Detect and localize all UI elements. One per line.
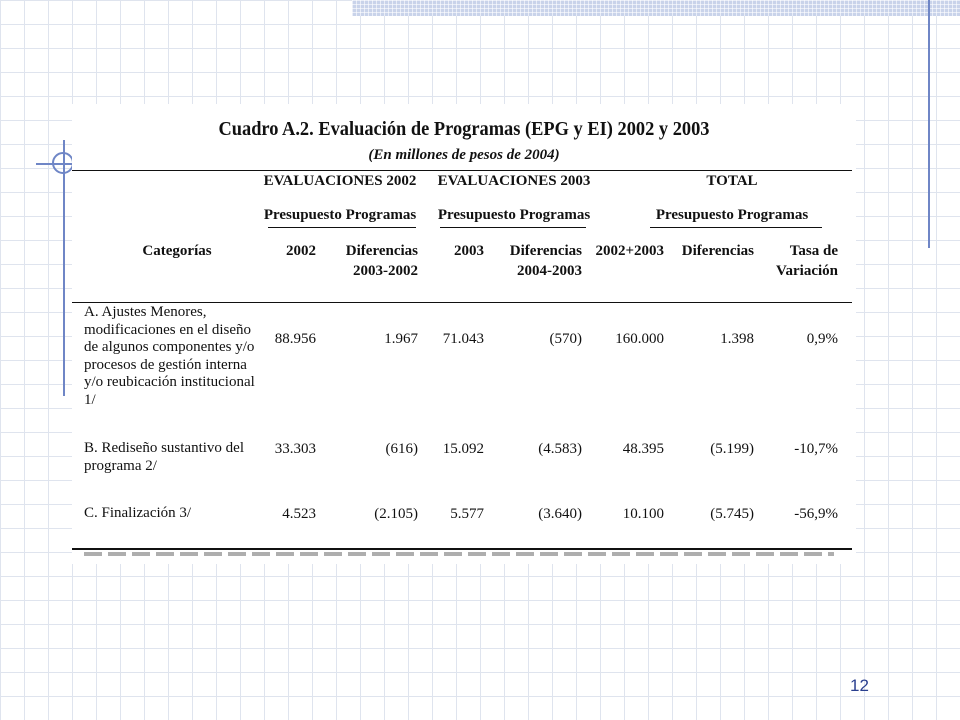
group-header-2002: EVALUACIONES 2002 (263, 173, 417, 189)
column-header-2002: 2002 (286, 243, 316, 259)
table-title: Cuadro A.2. Evaluación de Programas (EPG y EI) 2002 y 2003 (218, 118, 710, 140)
table-subtitle: (En millones de pesos de 2004) (368, 147, 560, 163)
row-c-label: C. Finalización 3/ (84, 505, 192, 521)
decorative-vertical-line-right (928, 0, 930, 248)
group-header-2003: EVALUACIONES 2003 (437, 173, 591, 189)
subgroup-underline-2003 (440, 227, 586, 228)
column-header-diferencias-total: Diferencias (681, 243, 754, 259)
decorative-vertical-line-left (63, 140, 65, 396)
row-c-diferencias: (5.745) (710, 506, 754, 522)
decorative-circle-mark (52, 152, 74, 174)
row-a-dif-2004-2003: (570) (549, 331, 582, 347)
budget-table-figure (72, 104, 856, 564)
row-c-tasa: -56,9% (794, 506, 838, 522)
row-a-label: A. Ajustes Menores, modificaciones en el diseño de algunos componentes y/o procesos de gestión interna y/o reubicación institucional 1/ (84, 304, 255, 408)
row-a-tasa: 0,9% (806, 331, 838, 347)
row-c-2002-2003: 10.100 (622, 506, 664, 522)
row-c-dif-2004-2003: (3.640) (538, 506, 582, 522)
column-header-tasa-line2: Variación (776, 263, 838, 279)
row-c-2003: 5.577 (450, 506, 484, 522)
row-b-diferencias: (5.199) (710, 441, 754, 457)
slide-page-number: 12 (850, 676, 869, 695)
row-a-2002-2003: 160.000 (615, 331, 664, 347)
column-header-diferencias-2004-2003-line2: 2004-2003 (517, 263, 582, 279)
subgroup-header-2002: Presupuesto Programas (263, 207, 417, 223)
column-header-2002-2003: 2002+2003 (595, 243, 664, 259)
subgroup-underline-total (650, 227, 822, 228)
row-a-diferencias: 1.398 (720, 331, 754, 347)
row-a-2002: 88.956 (274, 331, 316, 347)
row-b-dif-2004-2003: (4.583) (538, 441, 582, 457)
row-b-2002-2003: 48.395 (622, 441, 664, 457)
row-a-dif-2003-2002: 1.967 (384, 331, 418, 347)
column-header-diferencias-2004-2003-line1: Diferencias (509, 243, 582, 259)
group-header-total: TOTAL (706, 173, 758, 189)
table-bottom-rule (72, 548, 852, 550)
column-header-diferencias-2003-2002-line1: Diferencias (345, 243, 418, 259)
row-c-2002: 4.523 (282, 506, 316, 522)
header-bottom-rule (72, 302, 852, 303)
row-b-dif-2003-2002: (616) (385, 441, 418, 457)
row-a-2003: 71.043 (442, 331, 484, 347)
column-header-tasa-line1: Tasa de (789, 243, 838, 259)
column-header-2003: 2003 (454, 243, 484, 259)
cropped-footnote-line (84, 552, 834, 556)
row-b-2003: 15.092 (442, 441, 484, 457)
row-b-2002: 33.303 (274, 441, 316, 457)
subgroup-header-total: Presupuesto Programas (655, 207, 809, 223)
table-top-rule (72, 170, 852, 171)
subgroup-header-2003: Presupuesto Programas (437, 207, 591, 223)
column-header-categorias: Categorías (142, 243, 212, 259)
row-b-tasa: -10,7% (794, 441, 838, 457)
column-header-diferencias-2003-2002-line2: 2003-2002 (353, 263, 418, 279)
row-b-label: B. Rediseño sustantivo del programa 2/ (84, 440, 244, 474)
row-c-dif-2003-2002: (2.105) (374, 506, 418, 522)
subgroup-underline-2002 (268, 227, 416, 228)
decorative-top-band (352, 0, 960, 16)
